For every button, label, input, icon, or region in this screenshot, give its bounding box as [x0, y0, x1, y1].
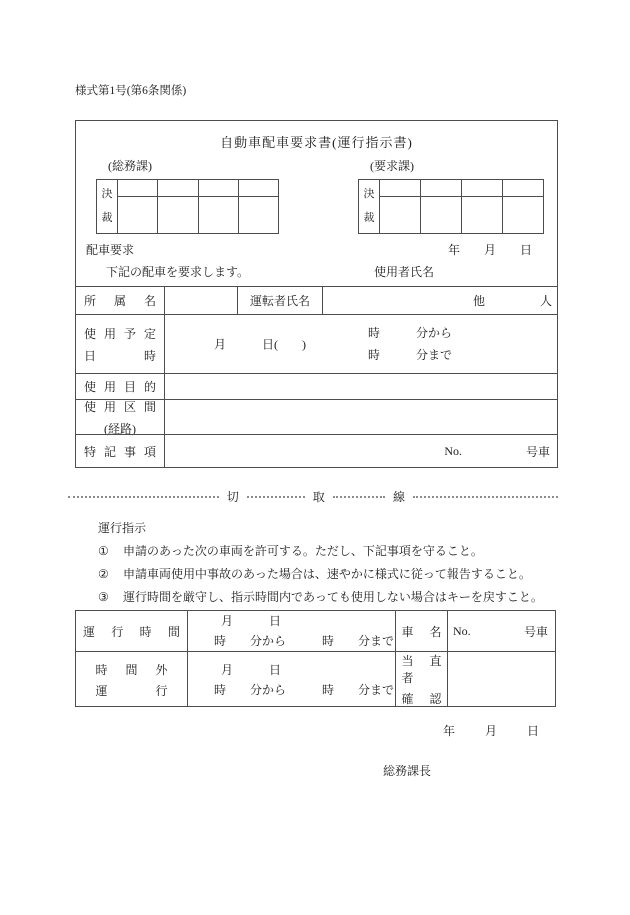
instruction-number: ③	[98, 590, 109, 604]
time-to-template: 時 分まで	[368, 348, 453, 362]
approval-char-1: 決	[101, 188, 113, 200]
cut-line	[68, 490, 558, 504]
approval-label	[97, 180, 118, 233]
approval-grid-cell	[158, 180, 197, 197]
year-label: 年	[443, 724, 456, 738]
approval-grid-cell	[199, 197, 238, 233]
approval-char-2: 裁	[363, 212, 375, 224]
datetime-label-line1: 使 用 予 定	[84, 326, 156, 341]
driver-name-label-cell	[238, 287, 323, 314]
approval-column	[380, 180, 421, 233]
operation-time-label-cell	[76, 611, 188, 651]
approval-grid-cell	[503, 180, 543, 197]
purpose-label: 使 用 目 的	[84, 380, 156, 394]
route-label-line1: 使 用 区 間	[84, 399, 156, 414]
other-label: 他	[472, 294, 485, 308]
confirm-label: 確 認	[401, 692, 442, 706]
month-day-template: 月 日( )	[214, 337, 306, 352]
car-name-label-cell	[396, 611, 448, 651]
datetime-input-cell	[165, 315, 557, 373]
approval-grid-cell	[421, 197, 461, 233]
cut-char-3: 線	[393, 490, 406, 504]
operation-instructions	[98, 517, 543, 609]
approval-grid-cell	[239, 197, 278, 233]
cut-line-dots	[247, 496, 305, 498]
duty-officer-label: 当 直 者	[401, 654, 442, 685]
approval-grid-cell	[239, 180, 278, 197]
approval-column	[158, 180, 198, 233]
approval-column	[421, 180, 462, 233]
time-from-template: 時 分から	[368, 326, 453, 340]
youkyuu-section-label: (要求課)	[370, 159, 414, 173]
row-operation-time	[76, 611, 555, 651]
approval-grid-cell	[380, 180, 420, 197]
car-no-input-cell	[448, 611, 555, 651]
person-unit-label: 人	[539, 294, 552, 308]
route-label-cell	[76, 400, 165, 434]
day-label: 日	[520, 243, 533, 257]
approval-grid-cell	[118, 197, 157, 233]
cut-line-dots	[68, 496, 219, 498]
month-label: 月	[484, 243, 497, 257]
approval-table-youkyuu	[358, 179, 544, 234]
form-title: 自動車配車要求書(運行指示書)	[220, 135, 413, 150]
row-overtime-operation	[76, 651, 555, 707]
approval-char-1: 決	[363, 188, 375, 200]
approval-table-soumu	[96, 179, 279, 234]
approval-column	[503, 180, 543, 233]
cut-line-dots	[333, 496, 385, 498]
row-affiliation	[76, 286, 557, 314]
approval-grid-cell	[118, 180, 157, 197]
instruction-text: 申請のあった次の車両を許可する。ただし、下記事項を守ること。	[123, 544, 483, 558]
request-details-table	[76, 286, 557, 467]
car-unit-label: 号車	[523, 624, 548, 639]
approval-grid-cell	[199, 180, 238, 197]
affiliation-input-cell	[165, 287, 238, 314]
soumu-section-label: (総務課)	[108, 159, 152, 173]
operation-time-label: 運 行 時 間	[83, 624, 180, 639]
cut-char-2: 取	[312, 490, 325, 504]
operation-time-input-cell	[188, 611, 396, 651]
notes-label: 特 記 事 項	[84, 444, 156, 459]
cut-char-1: 切	[226, 490, 239, 504]
year-label: 年	[448, 243, 461, 257]
purpose-label-cell	[76, 374, 165, 399]
time-range-template: 時 分から 時 分まで	[214, 634, 395, 648]
notes-label-cell	[76, 435, 165, 467]
instruction-item	[98, 586, 543, 609]
notes-input-cell	[165, 435, 557, 467]
request-statement: 下記の配車を要求します。	[106, 265, 250, 279]
affiliation-label: 所 属 名	[84, 294, 156, 308]
user-name-label: 使用者氏名	[374, 265, 435, 279]
approval-grid-cell	[421, 180, 461, 197]
driver-name-label: 運転者氏名	[249, 294, 310, 308]
instruction-number: ②	[98, 567, 109, 581]
form-number: 様式第1号(第6条関係)	[75, 85, 187, 97]
time-range-template	[368, 322, 452, 366]
month-label: 月	[485, 724, 498, 738]
operation-table	[75, 610, 556, 707]
approval-grid-cell	[462, 197, 502, 233]
general-affairs-manager-label: 総務課長	[383, 764, 432, 778]
approval-column	[462, 180, 503, 233]
request-form-section	[75, 120, 558, 468]
approval-char-2: 裁	[101, 212, 113, 224]
instructions-heading: 運行指示	[98, 521, 147, 535]
row-purpose	[76, 373, 557, 399]
instruction-text: 申請車両使用中事故のあった場合は、速やかに様式に従って報告すること。	[123, 567, 531, 581]
affiliation-label-cell	[76, 287, 165, 314]
instruction-item	[98, 563, 543, 586]
approval-grid-cell	[462, 180, 502, 197]
vehicle-no-label: No.	[444, 443, 462, 458]
row-route	[76, 399, 557, 434]
approval-label	[359, 180, 380, 233]
overtime-label-line1: 時 間 外	[95, 662, 168, 677]
instruction-text: 運行時間を厳守し、指示時間内であっても使用しない場合はキーを戻すこと。	[123, 590, 543, 604]
driver-name-input-cell	[323, 287, 557, 314]
datetime-label-cell	[76, 315, 165, 373]
route-input-cell	[165, 400, 557, 434]
car-name-label: 車 名	[401, 624, 442, 639]
instruction-item	[98, 540, 543, 563]
month-day-template: 月 日	[221, 662, 282, 677]
purpose-input-cell	[165, 374, 557, 399]
approval-column	[239, 180, 278, 233]
datetime-label-line2: 日 時	[84, 348, 156, 363]
overtime-label-line2: 運 行	[95, 683, 168, 698]
row-scheduled-datetime	[76, 314, 557, 373]
day-label: 日	[527, 724, 540, 738]
route-label-line2: (経路)	[104, 421, 136, 436]
approval-grid-cell	[380, 197, 420, 233]
cut-line-dots	[413, 496, 558, 498]
approval-grid-cell	[503, 197, 543, 233]
overtime-label-cell	[76, 652, 188, 707]
overtime-input-cell	[188, 652, 396, 707]
approval-grid	[118, 180, 278, 233]
approval-column	[199, 180, 239, 233]
month-day-template: 月 日	[221, 614, 282, 628]
request-date-ymd	[448, 241, 532, 258]
approval-column	[118, 180, 158, 233]
approval-grid	[380, 180, 543, 233]
row-special-notes	[76, 434, 557, 467]
duty-confirm-label-cell	[396, 652, 448, 707]
time-range-template: 時 分から 時 分まで	[214, 682, 395, 697]
footer-date-ymd	[443, 722, 539, 739]
vehicle-unit-label: 号車	[525, 444, 550, 459]
approval-grid-cell	[158, 197, 197, 233]
instruction-number: ①	[98, 544, 109, 558]
duty-confirm-input-cell	[448, 652, 555, 707]
dispatch-request-label: 配車要求	[86, 243, 135, 257]
car-no-label: No.	[453, 623, 471, 638]
